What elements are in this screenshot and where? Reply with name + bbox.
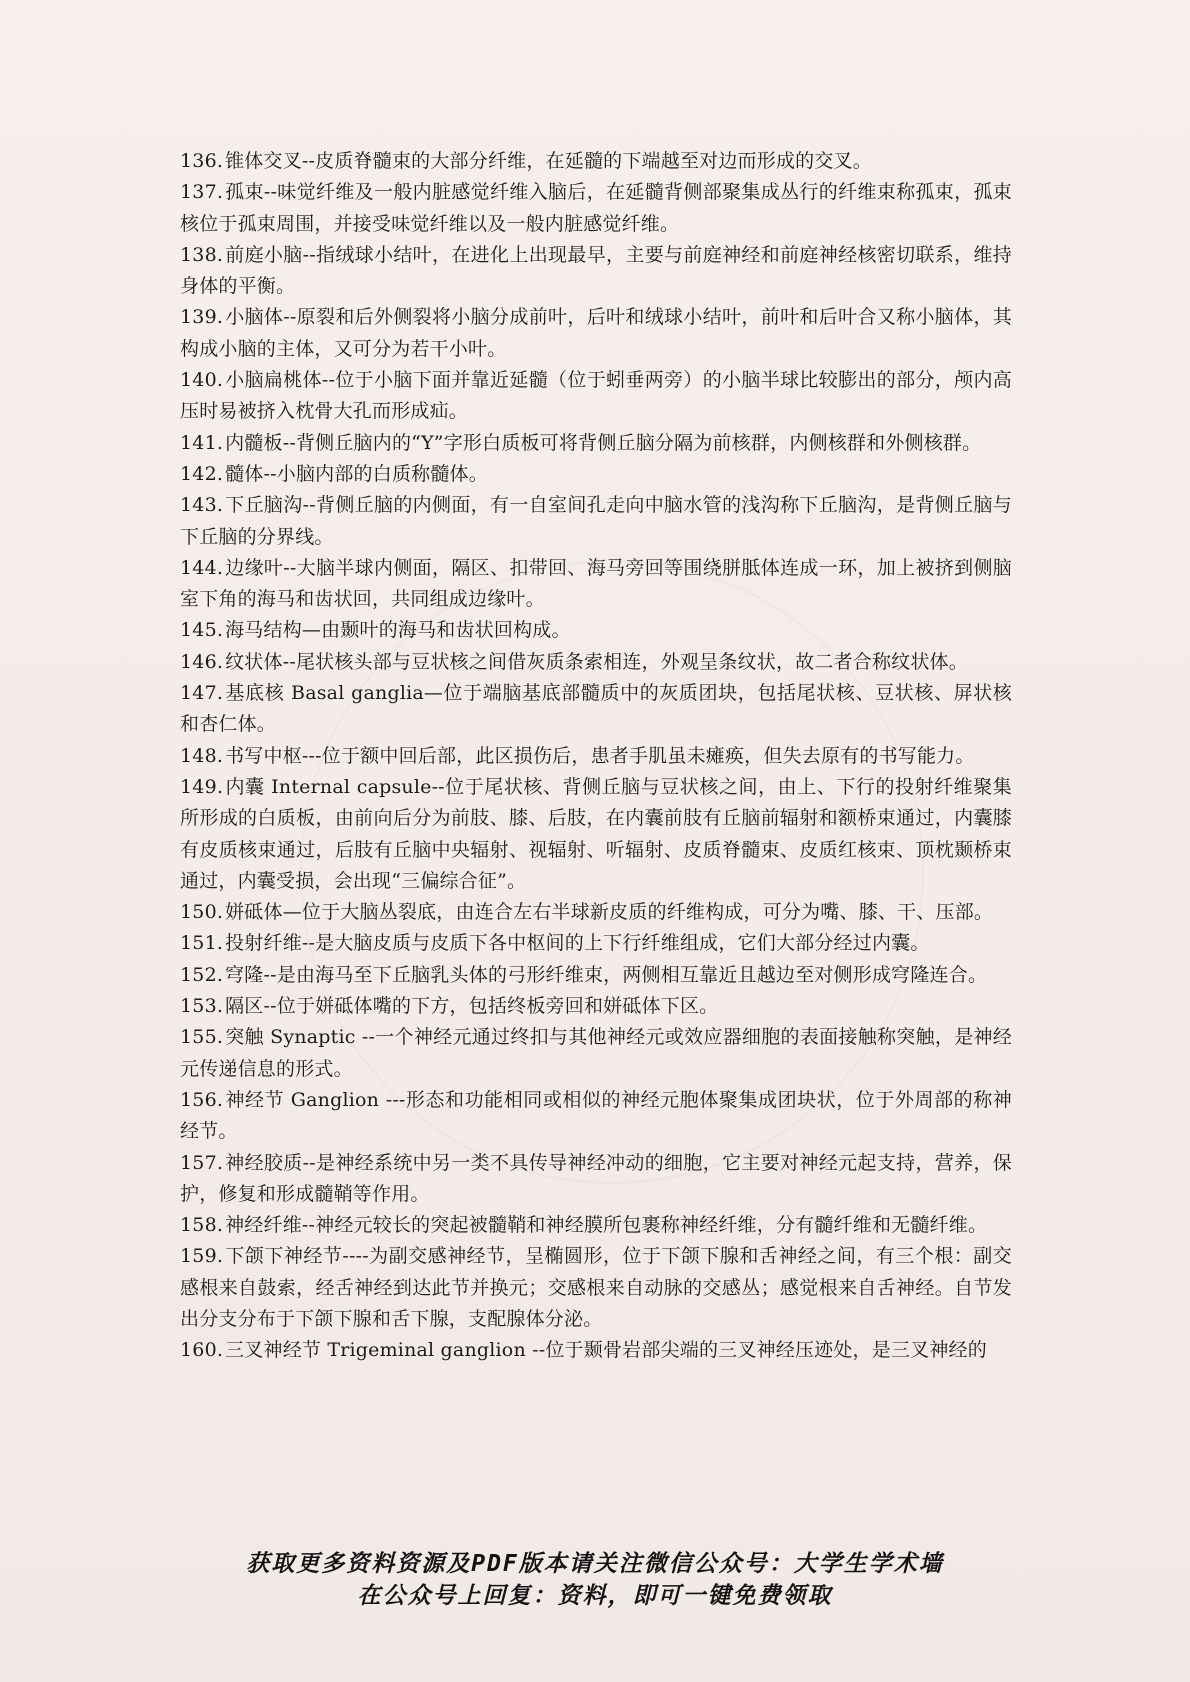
entry-text: 小脑体--原裂和后外侧裂将小脑分成前叶，后叶和绒球小结叶，前叶和后叶合又称小脑体，其构成小脑的主体，又可分为若干小叶。: [180, 306, 1012, 360]
glossary-entry: [180, 991, 1012, 1022]
entry-text: 投射纤维--是大脑皮质与皮质下各中枢间的上下行纤维组成，它们大部分经过内囊。: [225, 932, 930, 955]
entry-text: 内囊 Internal capsule--位于尾状核、背侧丘脑与豆状核之间，由上、下行的投射纤维聚集所形成的白质板，由前向后分为前肢、膝、后肢，在内囊前肢有丘脑前辐射和额桥束通过，内囊膝有皮质核束通过，后肢有丘脑中央辐射、视辐射、听辐射、皮质脊髓束、皮质红核束、顶枕颞桥束通过，内囊受损，会出现“三偏综合征”。: [180, 775, 1012, 892]
glossary-entry: [180, 428, 1012, 459]
glossary-entry: [180, 1022, 1012, 1085]
glossary-entry: [180, 928, 1012, 959]
glossary-entry: [180, 240, 1012, 303]
entry-text: 小脑扁桃体--位于小脑下面并靠近延髓（位于蚓垂两旁）的小脑半球比较膨出的部分，颅内高压时易被挤入枕骨大孔而形成疝。: [180, 369, 1012, 423]
glossary-entry: [180, 615, 1012, 646]
entry-number: 143.: [180, 494, 224, 517]
entry-number: 152.: [180, 963, 224, 986]
entry-number: 150.: [180, 901, 224, 924]
glossary-entry: [180, 678, 1012, 741]
glossary-entry: [180, 1335, 1012, 1366]
entry-text: 髓体--小脑内部的白质称髓体。: [225, 462, 488, 485]
entry-number: 141.: [180, 431, 224, 454]
entry-text: 隔区--位于姘砥体嘴的下方，包括终板旁回和姘砥体下区。: [225, 995, 719, 1018]
entry-text: 穹隆--是由海马至下丘脑乳头体的弓形纤维束，两侧相互靠近且越边至对侧形成穹隆连合。: [225, 963, 988, 986]
entry-number: 159.: [180, 1245, 224, 1268]
glossary-entry: [180, 302, 1012, 365]
entry-text: 海马结构—由颞叶的海马和齿状回构成。: [225, 619, 571, 642]
entry-number: 136.: [180, 150, 224, 172]
entry-text: 姘砥体—位于大脑丛裂底，由连合左右半球新皮质的纤维构成，可分为嘴、膝、干、压部。: [225, 901, 994, 924]
entry-number: 138.: [180, 243, 224, 266]
footer-promo-line-1: 获取更多资料资源及PDF版本请关注微信公众号：大学生学术墙: [246, 1551, 944, 1577]
glossary-entry: [180, 647, 1012, 678]
glossary-list: [180, 146, 1012, 1367]
entry-text: 突触 Synaptic --一个神经元通过终扣与其他神经元或效应器细胞的表面接触称突触，是神经元传递信息的形式。: [180, 1026, 1012, 1080]
glossary-entry: [180, 490, 1012, 553]
entry-number: 153.: [180, 995, 224, 1018]
entry-number: 144.: [180, 556, 224, 579]
entry-number: 146.: [180, 650, 224, 673]
entry-text: 书写中枢---位于额中回后部，此区损伤后，患者手肌虽未瘫痪，但失去原有的书写能力。: [225, 744, 975, 767]
entry-number: 147.: [180, 682, 224, 705]
entry-text: 下丘脑沟--背侧丘脑的内侧面，有一自室间孔走向中脑水管的浅沟称下丘脑沟，是背侧丘脑与下丘脑的分界线。: [180, 494, 1012, 548]
entry-text: 锥体交叉--皮质脊髓束的大部分纤维，在延髓的下端越至对边而形成的交叉。: [225, 150, 872, 172]
entry-text: 内髓板--背侧丘脑内的“Y”字形白质板可将背侧丘脑分隔为前核群，内侧核群和外侧核群。: [225, 431, 982, 454]
glossary-entry: [180, 1085, 1012, 1148]
entry-text: 孤束--味觉纤维及一般内脏感觉纤维入脑后，在延髓背侧部聚集成丛行的纤维束称孤束，孤束核位于孤束周围，并接受味觉纤维以及一般内脏感觉纤维。: [180, 181, 1012, 235]
glossary-entry: [180, 741, 1012, 772]
entry-number: 156.: [180, 1088, 224, 1111]
entry-number: 139.: [180, 306, 224, 329]
entry-number: 145.: [180, 619, 224, 642]
glossary-entry: [180, 459, 1012, 490]
glossary-entry: [180, 1210, 1012, 1241]
entry-text: 纹状体--尾状核头部与豆状核之间借灰质条索相连，外观呈条纹状，故二者合称纹状体。: [225, 650, 968, 673]
entry-text: 前庭小脑--指绒球小结叶，在进化上出现最早，主要与前庭神经和前庭神经核密切联系，维持身体的平衡。: [180, 243, 1012, 298]
entry-number: 157.: [180, 1151, 224, 1174]
entry-number: 142.: [180, 462, 224, 485]
entry-number: 151.: [180, 932, 224, 955]
entry-number: 155.: [180, 1026, 224, 1049]
glossary-entry: [180, 897, 1012, 928]
footer-promo-line-2: 在公众号上回复：资料，即可一键免费领取: [357, 1583, 833, 1609]
glossary-entry: [180, 365, 1012, 428]
entry-text: 神经节 Ganglion ---形态和功能相同或相似的神经元胞体聚集成团块状，位于外周部的称神经节。: [180, 1088, 1012, 1143]
entry-number: 149.: [180, 775, 224, 798]
entry-number: 140.: [180, 369, 224, 392]
entry-text: 三叉神经节 Trigeminal ganglion --位于颞骨岩部尖端的三叉神经压迹处，是三叉神经的: [225, 1339, 987, 1362]
glossary-entry: [180, 772, 1012, 897]
entry-number: 158.: [180, 1214, 224, 1237]
entry-number: 148.: [180, 744, 224, 767]
entry-text: 下颌下神经节----为副交感神经节，呈椭圆形，位于下颌下腺和舌神经之间，有三个根：副交感根来自鼓索，经舌神经到达此节并换元；交感根来自动脉的交感丛；感觉根来自舌神经。自节发出分支分布于下颌下腺和舌下腺，支配腺体分泌。: [180, 1245, 1012, 1330]
glossary-entry: [180, 1241, 1012, 1335]
entry-text: 基底核 Basal ganglia—位于端脑基底部髓质中的灰质团块，包括尾状核、豆状核、屏状核和杏仁体。: [180, 682, 1012, 736]
glossary-entry: [180, 146, 1012, 177]
glossary-entry: [180, 1148, 1012, 1211]
glossary-entry: [180, 960, 1012, 991]
entry-text: 边缘叶--大脑半球内侧面，隔区、扣带回、海马旁回等围绕胼胝体连成一环，加上被挤到侧脑室下角的海马和齿状回，共同组成边缘叶。: [180, 556, 1012, 611]
entry-text: 神经胶质--是神经系统中另一类不具传导神经冲动的细胞，它主要对神经元起支持，营养，保护，修复和形成髓鞘等作用。: [180, 1151, 1012, 1205]
entry-number: 137.: [180, 181, 224, 204]
entry-text: 神经纤维--神经元较长的突起被髓鞘和神经膜所包裹称神经纤维，分有髓纤维和无髓纤维。: [225, 1214, 988, 1237]
entry-number: 160.: [180, 1339, 224, 1362]
glossary-entry: [180, 553, 1012, 616]
glossary-entry: [180, 177, 1012, 240]
